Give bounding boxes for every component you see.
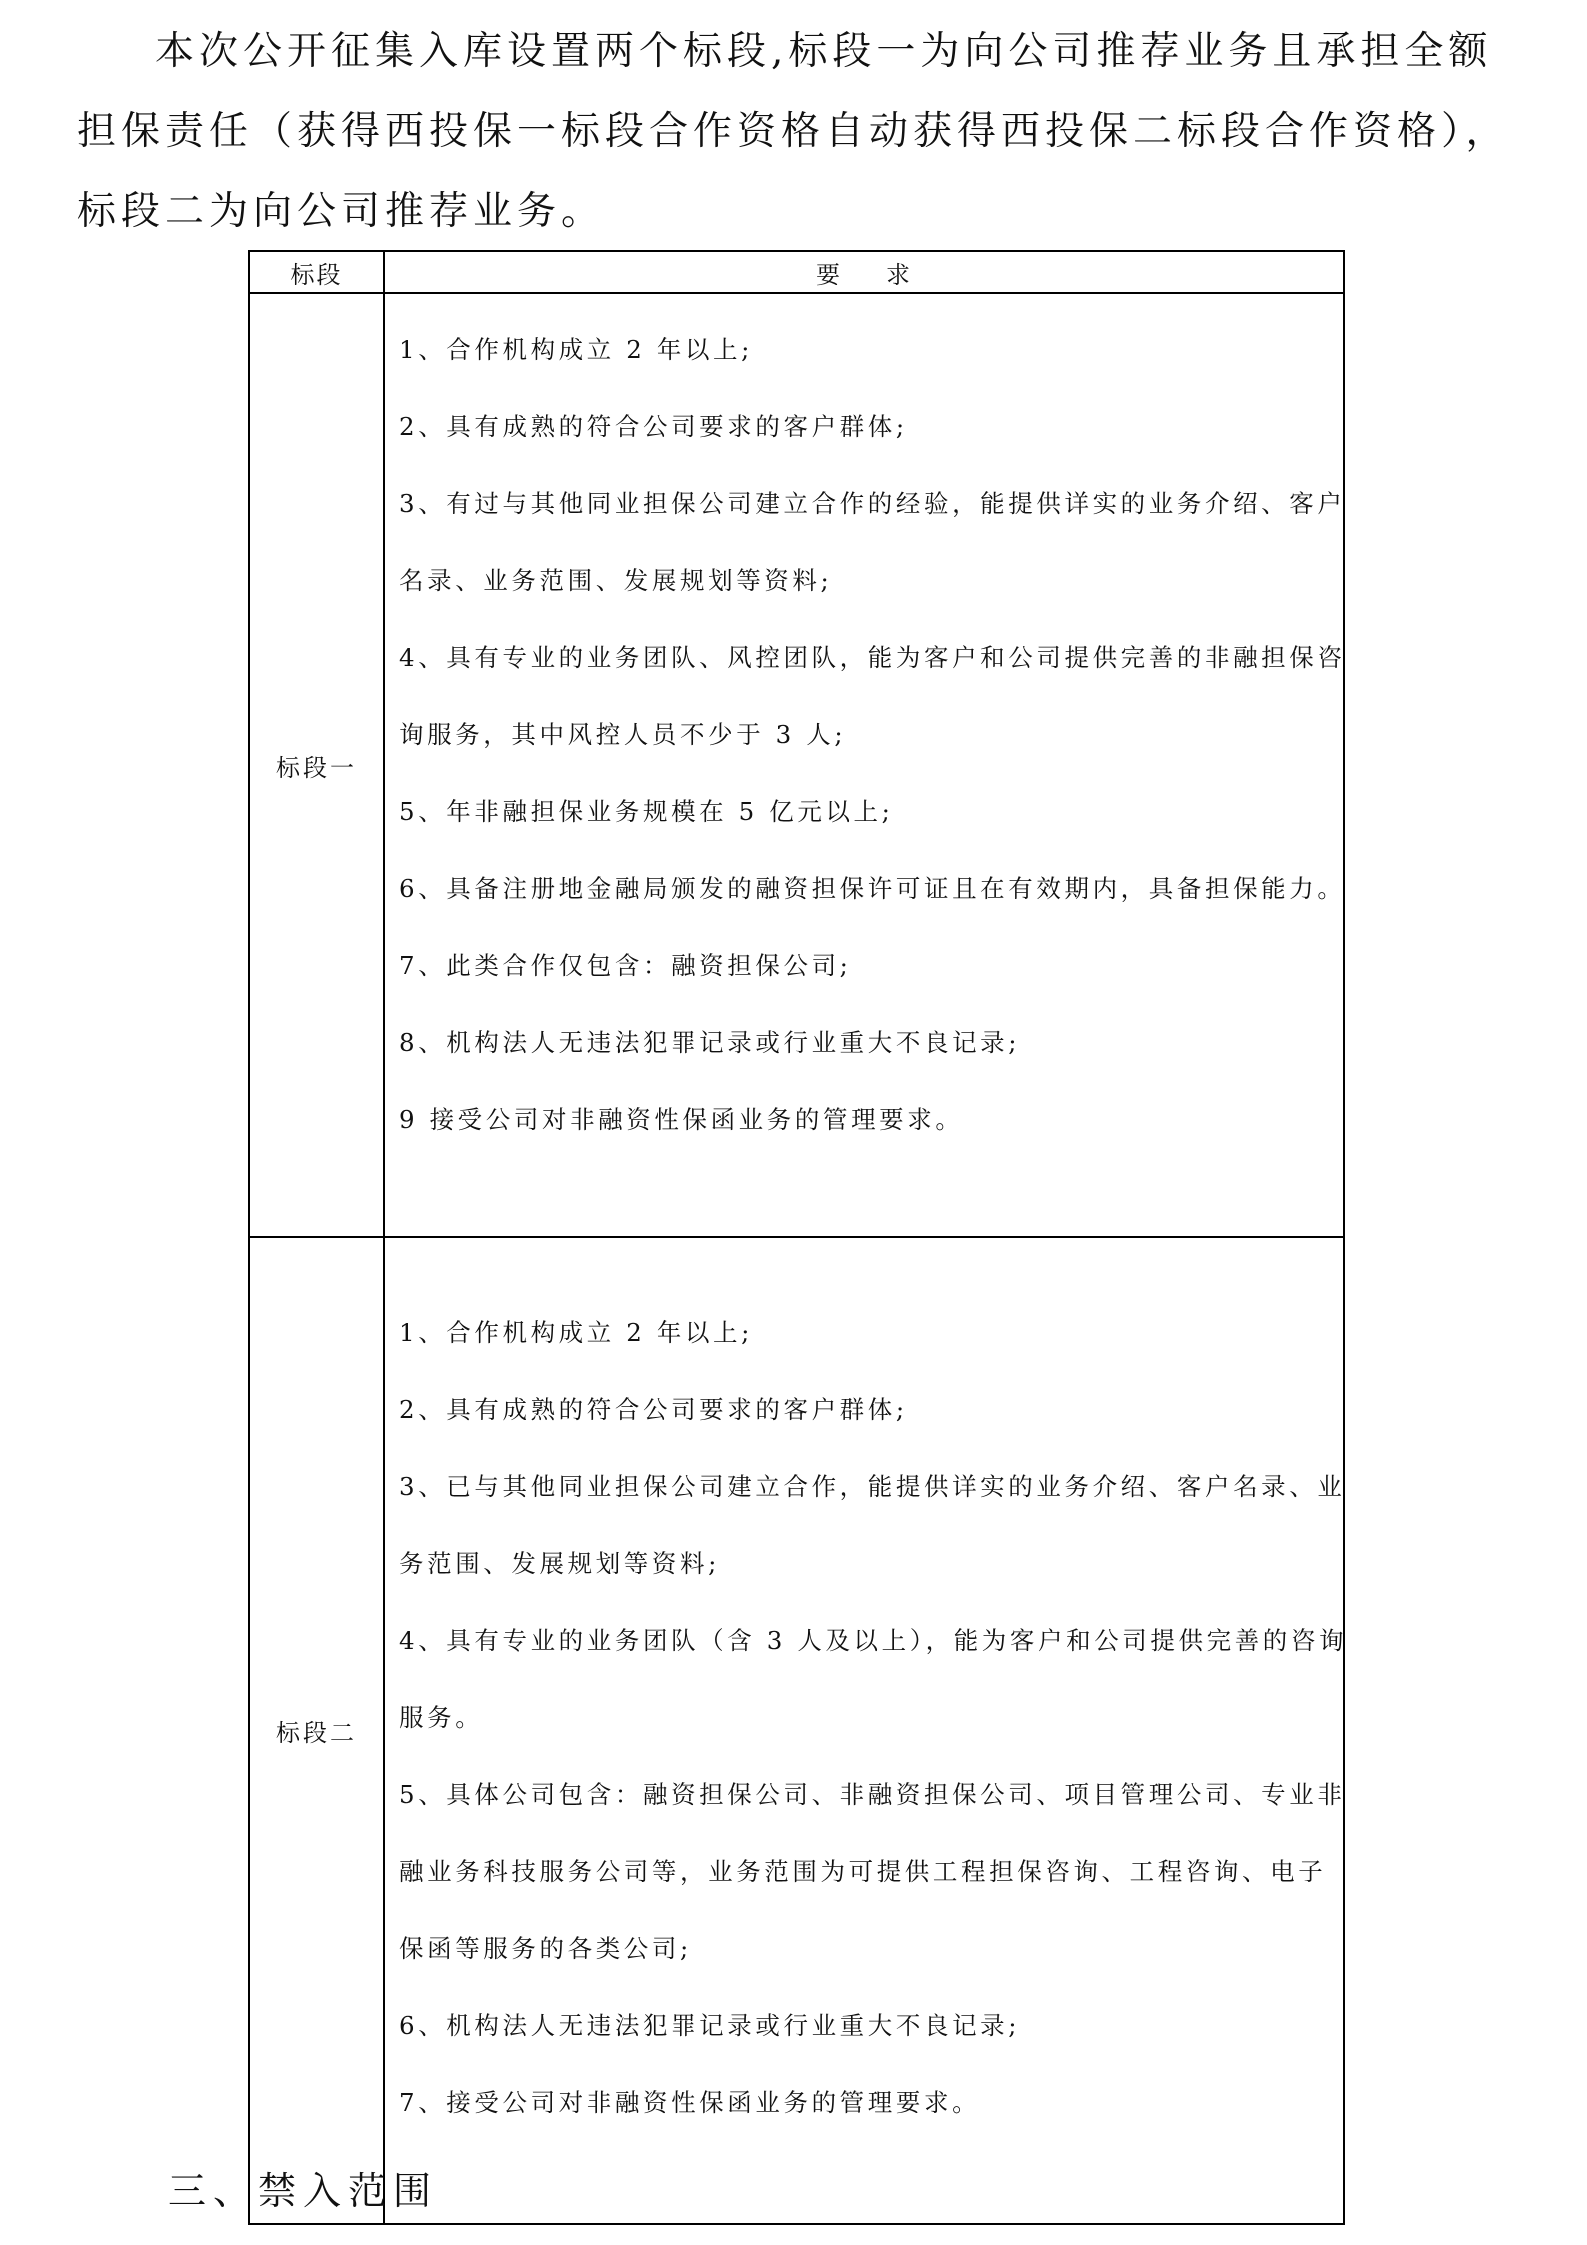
requirement-line: 3、已与其他同业担保公司建立合作，能提供详实的业务介绍、客户名录、业	[399, 1472, 1346, 1501]
requirement-line: 1、合作机构成立 2 年以上;	[399, 1318, 754, 1347]
header-requirement-a: 要	[816, 260, 842, 289]
requirement-line: 保函等服务的各类公司;	[399, 1934, 692, 1963]
requirement-line: 9 接受公司对非融资性保函业务的管理要求。	[399, 1105, 964, 1134]
requirement-line: 4、具有专业的业务团队（含 3 人及以上），能为客户和公司提供完善的咨询	[399, 1626, 1348, 1655]
requirement-line: 5、年非融担保业务规模在 5 亿元以上;	[399, 797, 894, 826]
intro-paragraph	[77, 12, 1517, 252]
requirements-cell	[384, 293, 1344, 1237]
requirement-line: 2、具有成熟的符合公司要求的客户群体;	[399, 1395, 908, 1424]
header-requirement	[384, 251, 1344, 293]
header-requirement-b: 求	[886, 260, 912, 289]
requirement-line: 2、具有成熟的符合公司要求的客户群体;	[399, 412, 908, 441]
table-header-row	[249, 251, 1344, 293]
table-row-segment-1	[249, 293, 1344, 1237]
requirement-line: 7、接受公司对非融资性保函业务的管理要求。	[399, 2088, 981, 2117]
requirement-line: 名录、业务范围、发展规划等资料;	[399, 566, 833, 595]
requirements-cell	[384, 1237, 1348, 2224]
intro-line-1: 本次公开征集入库设置两个标段,标段一为向公司推荐业务且承担全额	[155, 29, 1493, 74]
requirement-line: 融业务科技服务公司等，业务范围为可提供工程担保咨询、工程咨询、电子	[399, 1857, 1327, 1886]
requirement-line: 务范围、发展规划等资料;	[399, 1549, 720, 1578]
requirements-table	[248, 250, 1348, 2225]
intro-line-2: 担保责任（获得西投保一标段合作资格自动获得西投保二标段合作资格），	[77, 109, 1510, 154]
section-heading: 三、禁入范围	[168, 2169, 439, 2213]
requirement-line: 5、具体公司包含：融资担保公司、非融资担保公司、项目管理公司、专业非	[399, 1780, 1346, 1809]
requirement-line: 3、有过与其他同业担保公司建立合作的经验，能提供详实的业务介绍、客户	[399, 489, 1346, 518]
segment-label: 标段二	[249, 1237, 384, 2224]
requirement-line: 8、机构法人无违法犯罪记录或行业重大不良记录;	[399, 1028, 1021, 1057]
requirement-line: 7、此类合作仅包含：融资担保公司;	[399, 951, 852, 980]
intro-line-3: 标段二为向公司推荐业务。	[77, 189, 606, 234]
header-segment: 标段	[249, 251, 384, 293]
segment-label: 标段一	[249, 293, 384, 1237]
requirement-line: 询服务，其中风控人员不少于 3 人;	[399, 720, 847, 749]
requirement-line: 6、具备注册地金融局颁发的融资担保许可证且在有效期内，具备担保能力。	[399, 874, 1346, 903]
requirement-line: 4、具有专业的业务团队、风控团队，能为客户和公司提供完善的非融担保咨	[399, 643, 1346, 672]
requirement-line: 1、合作机构成立 2 年以上;	[399, 335, 754, 364]
table-row-segment-2	[249, 1237, 1344, 2224]
requirement-line: 6、机构法人无违法犯罪记录或行业重大不良记录;	[399, 2011, 1021, 2040]
requirement-line: 服务。	[399, 1703, 484, 1732]
